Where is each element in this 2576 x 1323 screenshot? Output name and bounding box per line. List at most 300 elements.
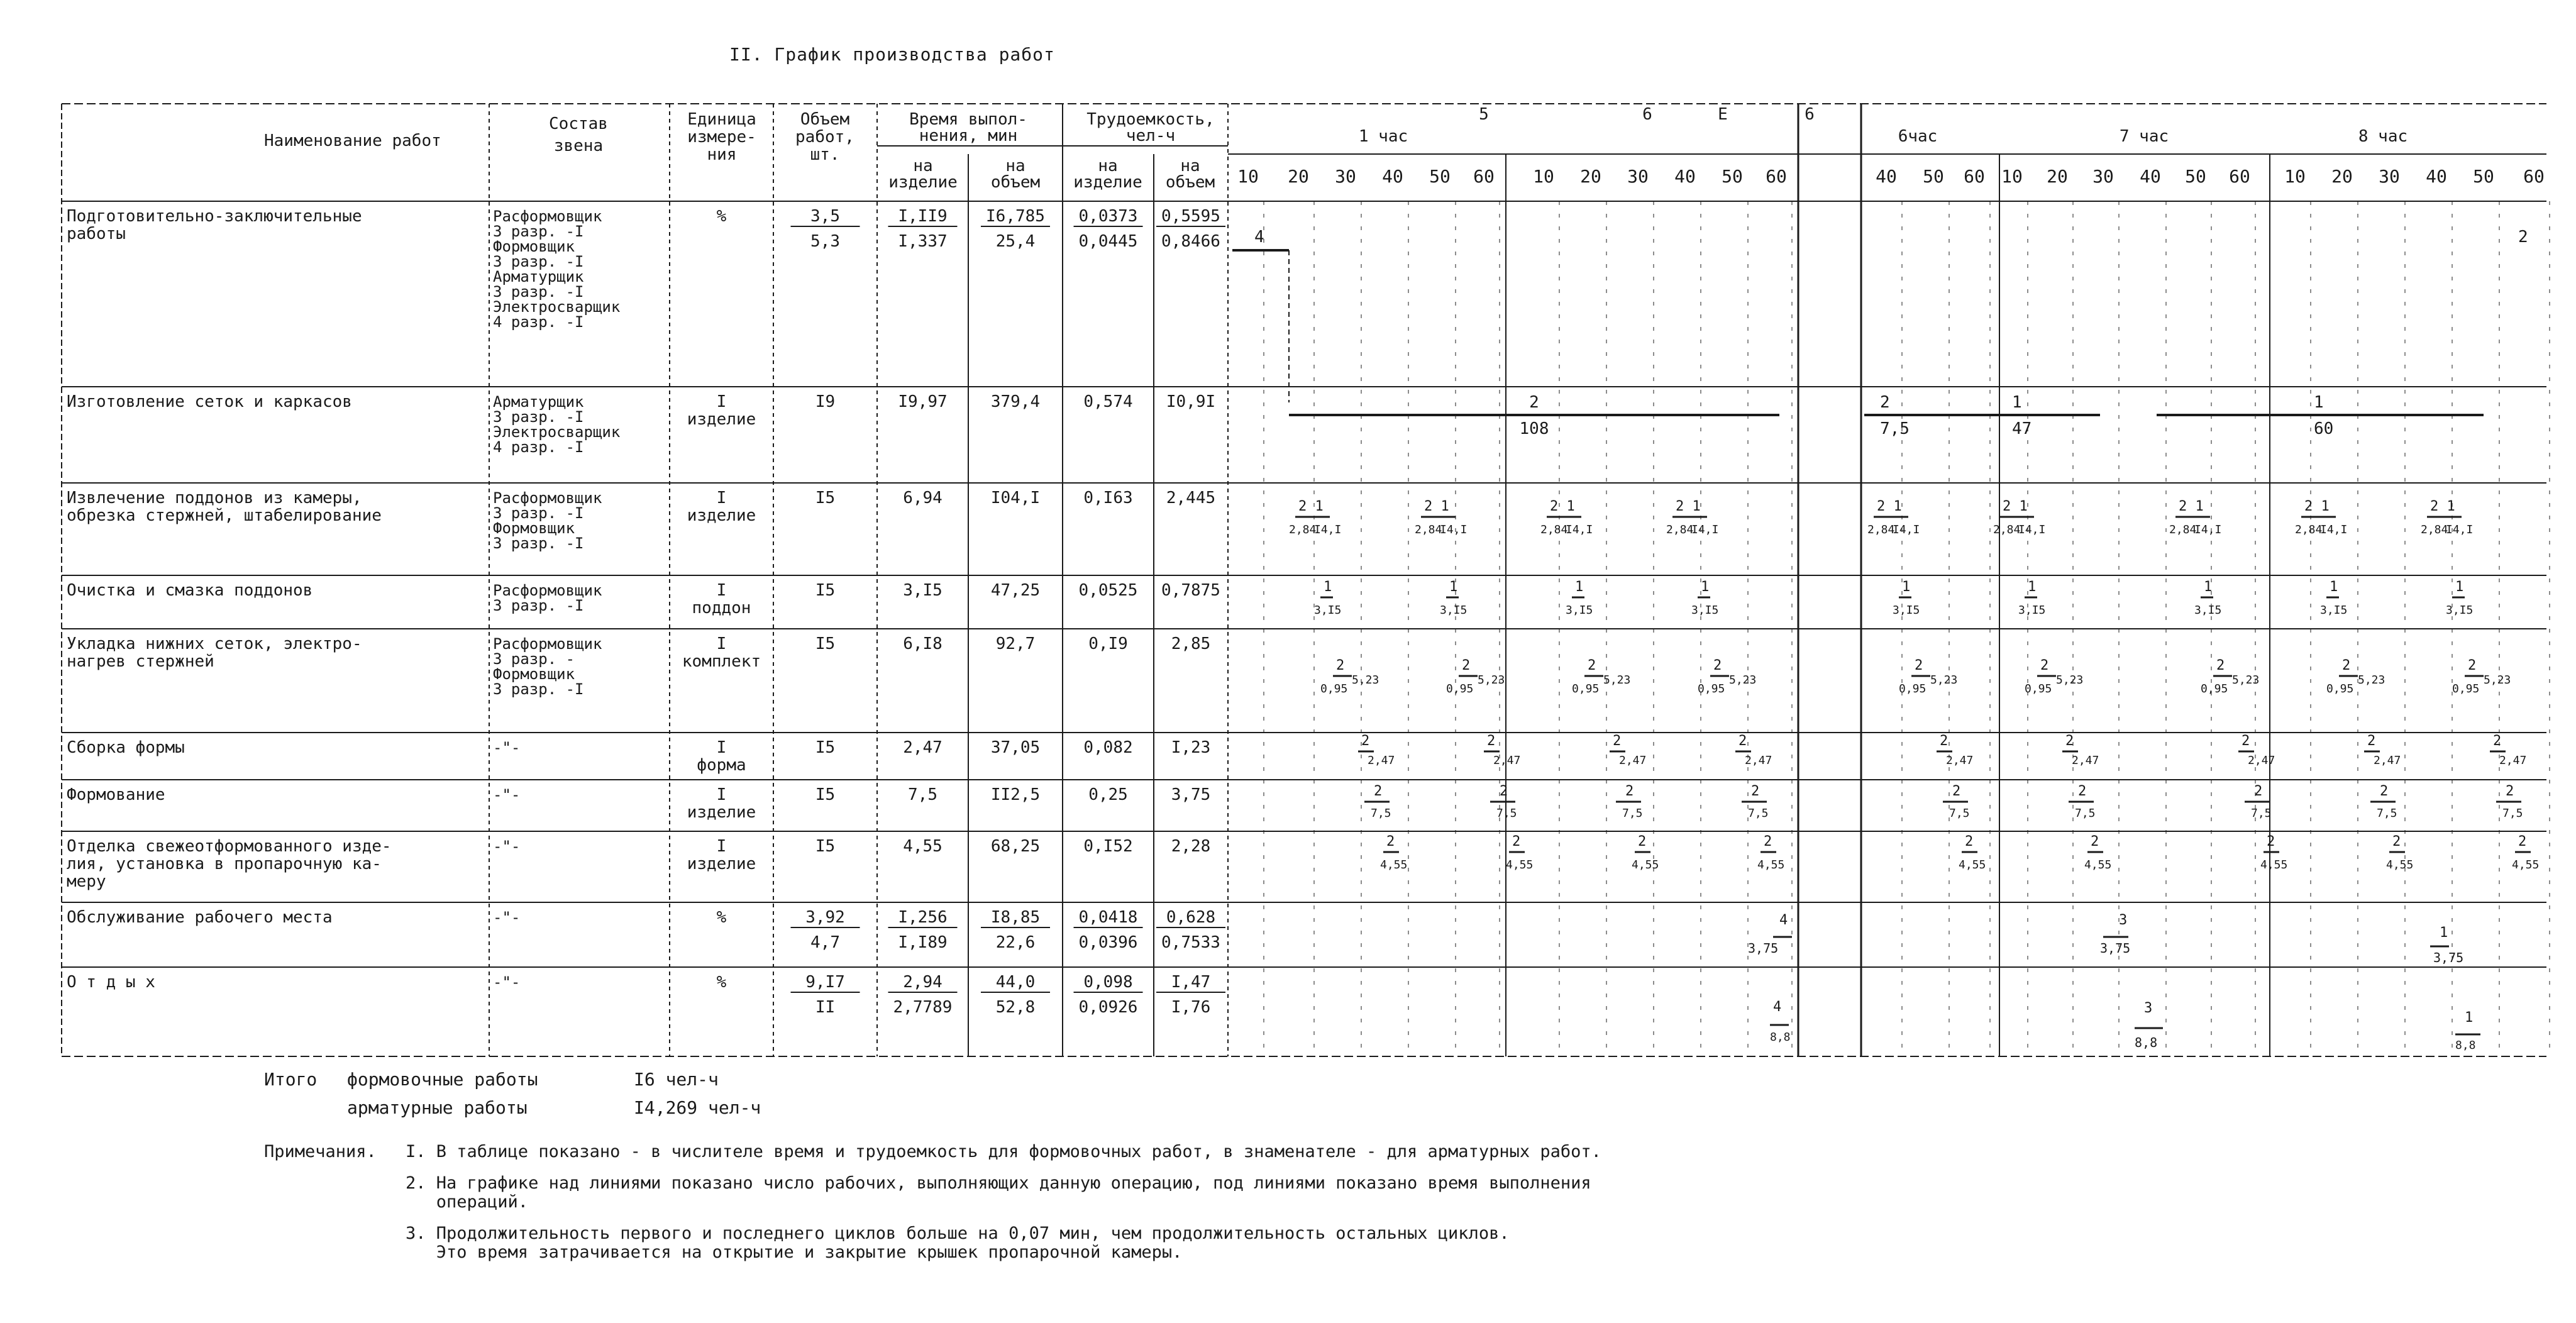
row-time-item: 6,94 [903,489,943,507]
row-labor-item: 0,0926 [1078,998,1138,1017]
row-unit: изделие [687,803,756,822]
hour-label: 6 [1805,105,1815,124]
row-unit: I [716,489,727,507]
minute-tick-label: 50 [1722,166,1743,187]
gantt-lay-time: 0,95 [1899,682,1926,695]
row-unit: изделие [687,506,756,525]
gantt-extract-time: I4,I [1440,523,1468,536]
gantt-clean-workers: 1 [1324,579,1332,595]
row-crew-line: Арматурщик [493,393,584,411]
row-volume: 5,3 [810,232,840,251]
row-labor-item: 0,0396 [1078,933,1138,952]
row-volume: I9 [815,392,836,411]
gantt-extract-time: I4,I [2320,523,2348,536]
header-volume: Объем [800,110,850,129]
row-time-volume: 68,25 [990,837,1041,856]
gantt-finish-workers: 2 [2267,834,2275,850]
gantt-rest-workers: 3 [2144,1000,2153,1016]
minute-tick-label: 10 [2284,166,2306,187]
gantt-lay-time: 5,23 [1478,673,1505,687]
row-crew-line: 4 разр. -I [493,438,584,456]
gantt-finish-time: 4,55 [2084,858,2112,872]
gantt-forming-workers: 2 [2078,783,2087,799]
gantt-clean-time: 3,I5 [2194,604,2222,617]
totals-rebar-value: I4,269 чел-ч [634,1097,761,1118]
gantt-service-workers: 1 [2440,925,2448,941]
gantt-prep-workers: 2 [2518,228,2528,246]
row-crew-line: 3 разр. -I [493,504,584,522]
row-time-item: 3,I5 [903,581,943,600]
row-time-item: I,I89 [898,933,948,952]
row-time-volume: 92,7 [995,634,1036,653]
gantt-assemble-workers: 2 [1361,733,1370,749]
hour-label: 8 час [2358,127,2408,146]
row-unit: % [716,207,727,226]
row-volume: I5 [815,581,836,600]
gantt-extract-workers: 2 1 [1877,499,1902,514]
gantt-finish-workers: 2 [1512,834,1521,850]
gantt-rest-workers: 4 [1773,999,1782,1015]
minute-tick-label: 30 [1627,166,1649,187]
gantt-prep-workers: 4 [1254,228,1264,246]
row-time-volume: I8,85 [990,908,1041,927]
gantt-forming-workers: 2 [2506,783,2514,799]
gantt-assemble-time: 2,47 [2499,754,2527,767]
gantt-lay-time: 5,23 [2056,673,2084,687]
row-time-volume: I6,785 [986,207,1045,226]
row-crew-line: Формовщик [493,238,575,255]
row-volume: 3,5 [810,207,840,226]
gantt-extract-workers: 2 1 [2430,499,2455,514]
gantt-clean-workers: 1 [2204,579,2213,595]
row-name-line: Укладка нижних сеток, электро- [67,634,362,653]
row-name-line: нагрев стержней [67,652,214,671]
row-volume: I5 [815,837,836,856]
minute-tick-label: 60 [1473,166,1495,187]
gantt-mesh-workers: 1 [2314,393,2324,412]
gantt-forming-time: 7,5 [1622,807,1643,820]
gantt-forming-time: 7,5 [1748,807,1769,820]
row-labor-item: 0,25 [1088,785,1128,804]
gantt-lay-workers: 2 [2342,658,2351,673]
notes-prefix: Примечания. [264,1142,377,1161]
gantt-lay-time: 5,23 [2358,673,2385,687]
row-labor-volume: 2,85 [1171,634,1211,653]
hour-label: 7 час [2119,127,2169,146]
row-crew-line: 3 разр. -I [493,223,584,240]
row-crew-line: Электросварщик [493,423,621,441]
gantt-mesh-time: 60 [2314,419,2334,438]
gantt-clean-time: 3,I5 [1691,604,1719,617]
gantt-lay-time: 0,95 [1572,682,1600,695]
header-labor: чел-ч [1125,126,1176,145]
hour-label: 6 [1642,105,1652,124]
row-crew-line: 3 разр. -I [493,680,584,698]
row-name-line: Изготовление сеток и каркасов [67,392,352,411]
gantt-extract-time: I4,I [1893,523,1920,536]
row-labor-volume: 0,628 [1166,908,1216,927]
row-crew-line: 3 разр. -I [493,534,584,552]
totals-forming-label: формовочные работы [347,1069,538,1090]
row-crew-line: -"- [493,739,521,756]
row-labor-volume: 0,7875 [1161,581,1220,600]
row-unit: % [716,973,727,992]
minute-tick-label: 50 [1923,166,1944,187]
gantt-lay-time: 5,23 [1603,673,1631,687]
row-labor-item: 0,0418 [1078,908,1138,927]
row-name-line: работы [67,224,126,243]
row-labor-item: 0,0373 [1078,207,1138,226]
gantt-extract-time: 2,84 [2295,523,2323,536]
gantt-assemble-time: 2,47 [1368,754,1395,767]
gantt-assemble-time: 2,47 [1619,754,1647,767]
gantt-lay-workers: 2 [2040,658,2049,673]
gantt-extract-time: 2,84 [2421,523,2448,536]
gantt-rest-time: 8,8 [1770,1031,1791,1044]
gantt-service-time: 3,75 [1748,941,1779,956]
row-time-volume: 25,4 [995,232,1036,251]
gantt-finish-time: 4,55 [1632,858,1659,872]
header-crew: звена [553,136,604,155]
gantt-assemble-time: 2,47 [1493,754,1521,767]
gantt-lay-time: 0,95 [2452,682,2480,695]
gantt-mesh-time: 108 [1519,419,1549,438]
row-time-item: 2,47 [903,738,943,757]
header-unit: ния [707,145,737,164]
gantt-finish-time: 4,55 [2512,858,2540,872]
gantt-extract-workers: 2 1 [1550,499,1575,514]
row-crew-line: 3 разр. -I [493,597,584,614]
gantt-forming-workers: 2 [2254,783,2263,799]
row-time-item: 2,7789 [893,998,953,1017]
row-unit: форма [697,756,746,775]
row-name-line: Отделка свежеотформованного изде- [67,837,392,856]
row-crew-line: -"- [493,838,521,855]
row-time-volume: 37,05 [990,738,1041,757]
header-name: Наименование работ [264,131,441,150]
row-unit: поддон [692,599,751,617]
row-unit: комплект [682,652,761,671]
totals-rebar-label: арматурные работы [347,1097,528,1118]
gantt-extract-time: I4,I [2018,523,2046,536]
row-time-volume: 44,0 [995,973,1036,992]
gantt-forming-time: 7,5 [1949,807,1970,820]
row-crew-line: Формовщик [493,665,575,683]
header-time-volume: на [1005,157,1025,175]
note-3-line-2: Это время затрачивается на открытие и закрытие крышек пропарочной камеры. [406,1243,1183,1262]
row-time-item: I,256 [898,908,948,927]
gantt-assemble-time: 2,47 [2072,754,2099,767]
gantt-lay-time: 0,95 [1446,682,1474,695]
minute-tick-label: 20 [1288,166,1309,187]
minute-tick-label: 10 [1533,166,1554,187]
row-unit: изделие [687,855,756,873]
minute-tick-label: 40 [2426,166,2447,187]
gantt-finish-workers: 2 [2392,834,2401,850]
minute-tick-label: 30 [2092,166,2114,187]
header-time: нения, мин [919,126,1018,145]
row-crew-line: -"- [493,909,521,926]
gantt-extract-time: I4,I [1691,523,1719,536]
minute-tick-label: 30 [1335,166,1356,187]
gantt-forming-workers: 2 [1751,783,1760,799]
row-labor-item: 0,I63 [1083,489,1133,507]
row-name-line: Формование [67,785,165,804]
row-unit: I [716,738,727,757]
gantt-assemble-workers: 2 [1940,733,1949,749]
minute-tick-label: 40 [2140,166,2161,187]
row-labor-volume: 3,75 [1171,785,1211,804]
gantt-lay-time: 5,23 [1352,673,1379,687]
row-labor-item: 0,082 [1083,738,1133,757]
row-name-line: Обслуживание рабочего места [67,908,333,927]
row-unit: I [716,392,727,411]
row-labor-volume: I,76 [1171,998,1211,1017]
gantt-clean-workers: 1 [2330,579,2338,595]
row-labor-item: 0,574 [1083,392,1133,411]
gantt-mesh-workers: 2 [1529,393,1539,412]
header-unit: измере- [687,128,756,147]
row-crew-line: Расформовщик [493,208,602,225]
gantt-extract-workers: 2 1 [1676,499,1701,514]
gantt-forming-time: 7,5 [2377,807,2397,820]
hour-label: 6час [1898,127,1938,146]
gantt-extract-workers: 2 1 [2179,499,2204,514]
row-unit: I [716,837,727,856]
minute-tick-label: 60 [2523,166,2545,187]
minute-tick-label: 60 [1766,166,1787,187]
header-time-item: на [913,157,933,175]
row-name-line: О т д ы х [67,973,155,992]
gantt-extract-time: 2,84 [1867,523,1895,536]
gantt-forming-time: 7,5 [2502,807,2523,820]
minute-tick-label: 40 [1382,166,1403,187]
gantt-extract-time: 2,84 [2169,523,2197,536]
gantt-clean-time: 3,I5 [1566,604,1593,617]
row-volume: I5 [815,489,836,507]
gantt-clean-workers: 1 [1701,579,1710,595]
row-volume: I5 [815,634,836,653]
note-1-line-1: I. В таблице показано - в числителе время и трудоемкость для формовочных работ, в знаменателе - для арматурных работ. [406,1142,1601,1161]
gantt-lay-workers: 2 [1915,658,1923,673]
row-labor-volume: I0,9I [1166,392,1216,411]
row-time-item: I,II9 [898,207,948,226]
row-volume: 4,7 [810,933,840,952]
note-3-line-1: 3. Продолжительность первого и последнего циклов больше на 0,07 мин, чем продолжительность остальных циклов. [406,1224,1510,1243]
gantt-lay-time: 0,95 [2201,682,2228,695]
gantt-rest-time: 8,8 [2455,1039,2476,1052]
gantt-lay-time: 5,23 [1930,673,1958,687]
header-volume: шт. [810,145,840,164]
row-crew-line: Арматурщик [493,268,584,285]
row-labor-item: 0,0525 [1078,581,1138,600]
row-labor-volume: 2,28 [1171,837,1211,856]
gantt-clean-workers: 1 [1449,579,1458,595]
row-volume: I5 [815,785,836,804]
row-volume: 9,I7 [805,973,845,992]
row-name-line: Очистка и смазка поддонов [67,581,313,600]
gantt-finish-time: 4,55 [1506,858,1534,872]
gantt-clean-time: 3,I5 [1314,604,1342,617]
minute-tick-label: 40 [1876,166,1897,187]
gantt-finish-workers: 2 [2091,834,2099,850]
gantt-assemble-workers: 2 [1487,733,1496,749]
gantt-assemble-workers: 2 [1739,733,1747,749]
gantt-lay-workers: 2 [2216,658,2225,673]
gantt-assemble-workers: 2 [2242,733,2250,749]
gantt-extract-time: I4,I [1566,523,1593,536]
gantt-service-workers: 3 [2119,912,2128,928]
gantt-mesh-workers: 1 [2012,393,2022,412]
row-labor-item: 0,I9 [1088,634,1128,653]
gantt-lay-time: 0,95 [2326,682,2354,695]
gantt-clean-time: 3,I5 [2446,604,2474,617]
row-labor-item: 0,098 [1083,973,1133,992]
gantt-finish-time: 4,55 [1380,858,1408,872]
row-crew-line: Расформовщик [493,582,602,599]
header-time-item: изделие [888,173,958,192]
gantt-extract-workers: 2 1 [1424,499,1449,514]
header-volume: работ, [795,128,854,147]
row-time-item: 2,94 [903,973,943,992]
gantt-lay-workers: 2 [1588,658,1596,673]
gantt-extract-time: I4,I [2194,523,2222,536]
row-crew-line: 3 разр. -I [493,408,584,426]
gantt-assemble-workers: 2 [1613,733,1622,749]
gantt-finish-time: 4,55 [2260,858,2288,872]
gantt-forming-workers: 2 [1625,783,1634,799]
totals-label: Итого [264,1069,318,1090]
minute-tick-label: 20 [2047,166,2068,187]
gantt-rest-time: 8,8 [2135,1035,2158,1050]
gantt-clean-workers: 1 [1902,579,1911,595]
minute-tick-label: 60 [2229,166,2250,187]
gantt-mesh-workers: 2 [1880,393,1890,412]
gantt-clean-time: 3,I5 [2018,604,2046,617]
gantt-mesh-time: 47 [2012,419,2032,438]
gantt-forming-time: 7,5 [2075,807,2096,820]
row-labor-volume: 0,7533 [1161,933,1220,952]
gantt-forming-time: 7,5 [2251,807,2272,820]
row-unit: изделие [687,410,756,429]
gantt-assemble-time: 2,47 [1946,754,1974,767]
row-labor-volume: 0,8466 [1161,232,1220,251]
gantt-forming-workers: 2 [1500,783,1508,799]
hour-label: 5 [1479,105,1489,124]
gantt-lay-workers: 2 [1713,658,1722,673]
gantt-assemble-time: 2,47 [2374,754,2401,767]
gantt-rest-workers: 1 [2465,1010,2474,1026]
gantt-clean-workers: 1 [1575,579,1584,595]
header-labor: Трудоемкость, [1086,110,1215,129]
gantt-forming-time: 7,5 [1371,807,1391,820]
row-name-line: Извлечение поддонов из камеры, [67,489,362,507]
header-crew: Состав [549,114,608,133]
row-volume: I5 [815,738,836,757]
header-unit: Единица [687,110,756,129]
gantt-forming-workers: 2 [2380,783,2389,799]
note-2-line-2: операций. [406,1192,529,1212]
gantt-service-workers: 4 [1779,912,1788,928]
row-crew-line: 3 разр. -I [493,283,584,301]
gantt-lay-workers: 2 [2468,658,2477,673]
row-name-line: Подготовительно-заключительные [67,207,362,226]
gantt-extract-time: I4,I [1314,523,1342,536]
row-volume: 3,92 [805,908,845,927]
row-unit: I [716,785,727,804]
minute-tick-label: 10 [2001,166,2023,187]
row-name-line: обрезка стержней, штабелирование [67,506,382,525]
hour-label: 1 час [1358,127,1408,146]
row-time-volume: 52,8 [995,998,1036,1017]
row-crew-line: 4 разр. -I [493,313,584,331]
row-time-item: 4,55 [903,837,943,856]
row-crew-line: -"- [493,973,521,991]
header-time: Время выпол- [909,110,1027,129]
gantt-lay-time: 0,95 [1320,682,1348,695]
gantt-clean-time: 3,I5 [2320,604,2348,617]
row-crew-line: Электросварщик [493,298,621,316]
row-crew-line: Формовщик [493,519,575,537]
minute-tick-label: 40 [1674,166,1696,187]
gantt-clean-time: 3,I5 [1440,604,1468,617]
row-time-volume: 379,4 [990,392,1041,411]
gantt-lay-workers: 2 [1462,658,1471,673]
gantt-extract-workers: 2 1 [2304,499,2330,514]
row-time-item: 7,5 [908,785,937,804]
row-time-item: I,337 [898,232,948,251]
gantt-finish-time: 4,55 [1959,858,1986,872]
gantt-service-time: 3,75 [2433,950,2464,965]
page-title: II. График производства работ [729,44,1055,65]
row-labor-item: 0,I52 [1083,837,1133,856]
gantt-assemble-time: 2,47 [2248,754,2275,767]
row-name-line: меру [67,872,106,891]
minute-tick-label: 60 [1964,166,1985,187]
minute-tick-label: 30 [2379,166,2400,187]
minute-tick-label: 10 [1237,166,1259,187]
header-labor-volume: на [1180,157,1200,175]
row-labor-volume: I,23 [1171,738,1211,757]
minute-tick-label: 20 [1580,166,1601,187]
gantt-finish-workers: 2 [1638,834,1647,850]
row-time-volume: 22,6 [995,933,1036,952]
row-labor-volume: 0,5595 [1161,207,1220,226]
gantt-forming-workers: 2 [1374,783,1383,799]
gantt-clean-time: 3,I5 [1893,604,1920,617]
gantt-service-time: 3,75 [2100,941,2131,956]
gantt-finish-workers: 2 [1965,834,1974,850]
gantt-clean-workers: 1 [2028,579,2037,595]
row-unit: % [716,908,727,927]
minute-tick-label: 50 [2185,166,2206,187]
gantt-extract-workers: 2 1 [1298,499,1324,514]
gantt-extract-time: 2,84 [1415,523,1442,536]
row-crew-line: -"- [493,786,521,804]
gantt-extract-workers: 2 1 [2003,499,2028,514]
gantt-lay-workers: 2 [1336,658,1345,673]
row-crew-line: 3 разр. -I [493,253,584,270]
gantt-assemble-workers: 2 [2065,733,2074,749]
gantt-lay-time: 0,95 [2025,682,2052,695]
row-unit: I [716,634,727,653]
note-2-line-1: 2. На графике над линиями показано число рабочих, выполняющих данную операцию, под линиями показано время выполнения [406,1173,1591,1193]
gantt-clean-workers: 1 [2455,579,2464,595]
row-volume: II [815,998,836,1017]
minute-tick-label: 50 [1429,166,1451,187]
row-time-item: 6,I8 [903,634,943,653]
gantt-extract-time: 2,84 [1993,523,2021,536]
